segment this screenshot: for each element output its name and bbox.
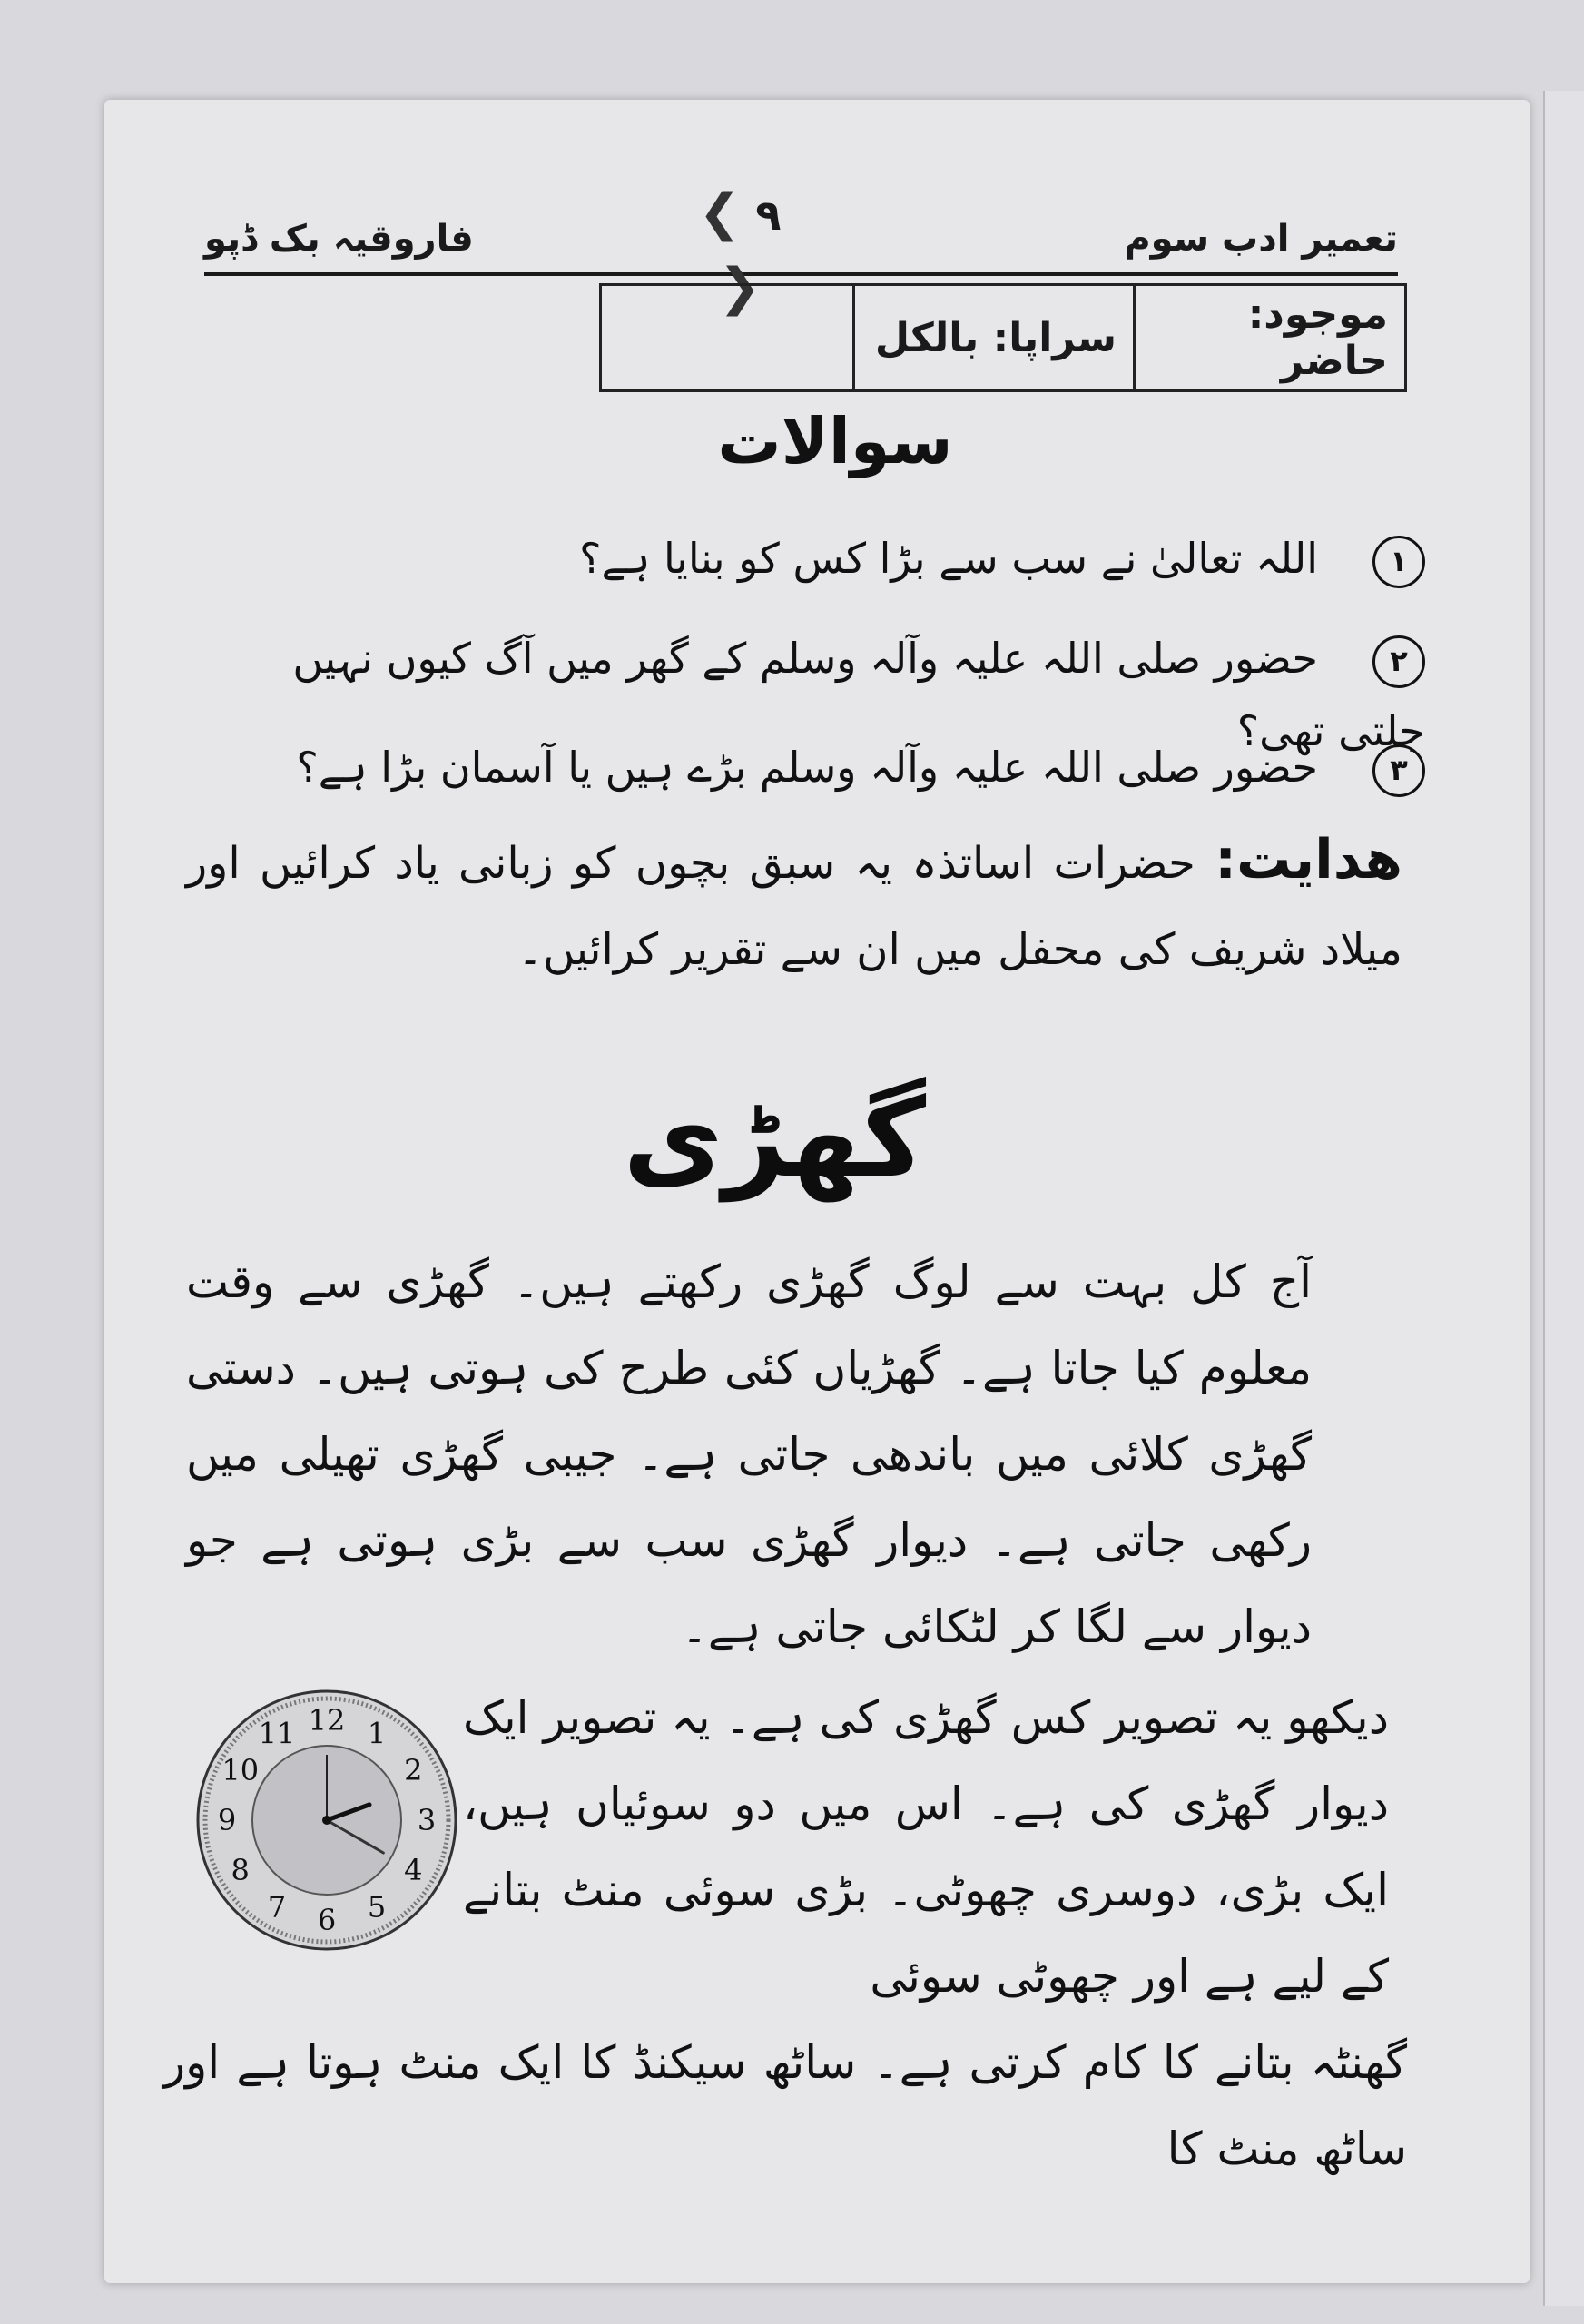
lesson-paragraph-1: آج کل بہت سے لوگ گھڑی رکھتے ہیں۔ گھڑی سے وقت معلوم کیا جاتا ہے۔ گھڑیاں کئی طرح کی ہوتی ہیں۔ دستی گھڑی کلائی میں باندھی جاتی ہے۔ جیبی گھڑی تھیلی میں رکھی جاتی ہے۔ دیوار گھڑی سب سے بڑی ہوتی ہے جو دیوار سے لگا کر لٹکائی جاتی ہے۔ (186, 1256, 1312, 1653)
vocabulary-table (599, 283, 1407, 392)
instruction-paragraph (186, 817, 1402, 993)
clock-numeral: 12 (308, 1703, 346, 1738)
vocab-cell-1: موجود: حاضر (1135, 285, 1406, 391)
question-2 (245, 622, 1425, 755)
publisher-name: فاروقیہ بک ڈپو (204, 218, 474, 260)
clock-numeral: 2 (404, 1753, 423, 1787)
clock-center-pin (322, 1816, 331, 1825)
vocab-cell-3 (601, 285, 854, 391)
adjacent-page-edge (1543, 91, 1584, 2306)
clock-numeral: 8 (231, 1853, 250, 1887)
page-number: ❮ ۹ ❯ (698, 183, 782, 317)
clock-numeral: 11 (258, 1716, 296, 1751)
lesson-paragraph-2: دیکھو یہ تصویر کس گھڑی کی ہے۔ یہ تصویر ایک دیوار گھڑی کی ہے۔ اس میں دو سوئیاں ہیں، ایک بڑی، دوسری چھوٹی۔ بڑی سوئی منٹ بتانے کے لیے ہے اور چھوٹی سوئی (463, 1691, 1389, 2003)
question-text: اللہ تعالیٰ نے سب سے بڑا کس کو بنایا ہے؟ (579, 534, 1318, 583)
clock-numeral: 6 (317, 1903, 337, 1937)
instruction-label: ھدایت: (1215, 828, 1402, 891)
question-3 (245, 731, 1425, 803)
book-title: تعمیر ادب سوم (1124, 218, 1398, 260)
clock-numeral: 10 (221, 1753, 260, 1787)
question-text: حضور صلی اللہ علیہ وآلہ وسلم بڑے ہیں یا آسمان بڑا ہے؟ (296, 743, 1318, 792)
question-1 (245, 522, 1425, 595)
vocab-cell-2: سراپا: بالکل (854, 285, 1135, 391)
question-number: ۱ (1372, 536, 1425, 588)
question-text: حضور صلی اللہ علیہ وآلہ وسلم کے گھر میں آگ کیوں نہیں جلتی تھی؟ (292, 634, 1425, 755)
lesson-title: گھڑی (623, 1076, 926, 1202)
questions-heading: سوالات (717, 404, 953, 478)
page-header (204, 209, 1398, 276)
ornament-right-icon: ❯ (718, 258, 762, 317)
clock-numeral: 3 (417, 1803, 437, 1837)
question-number: ۲ (1372, 635, 1425, 688)
clock-numeral: 4 (404, 1853, 423, 1887)
clock-numeral: 1 (367, 1716, 387, 1751)
instruction-text: حضرات اساتذہ یہ سبق بچوں کو زبانی یاد کرائیں اور میلاد شریف کی محفل میں ان سے تقریر کرائیں۔ (186, 838, 1402, 975)
clock-numeral: 5 (367, 1889, 387, 1925)
question-number: ۳ (1372, 744, 1425, 797)
clock-numeral: 9 (217, 1803, 237, 1837)
clock-numeral: 7 (267, 1889, 287, 1925)
wall-clock-illustration (191, 1684, 463, 1956)
ornament-left-icon: ❮ (698, 183, 742, 242)
lesson-paragraph-3: گھنٹہ بتانے کا کام کرتی ہے۔ ساٹھ سیکنڈ کا ایک منٹ ہوتا ہے اور ساٹھ منٹ کا (163, 2036, 1407, 2175)
